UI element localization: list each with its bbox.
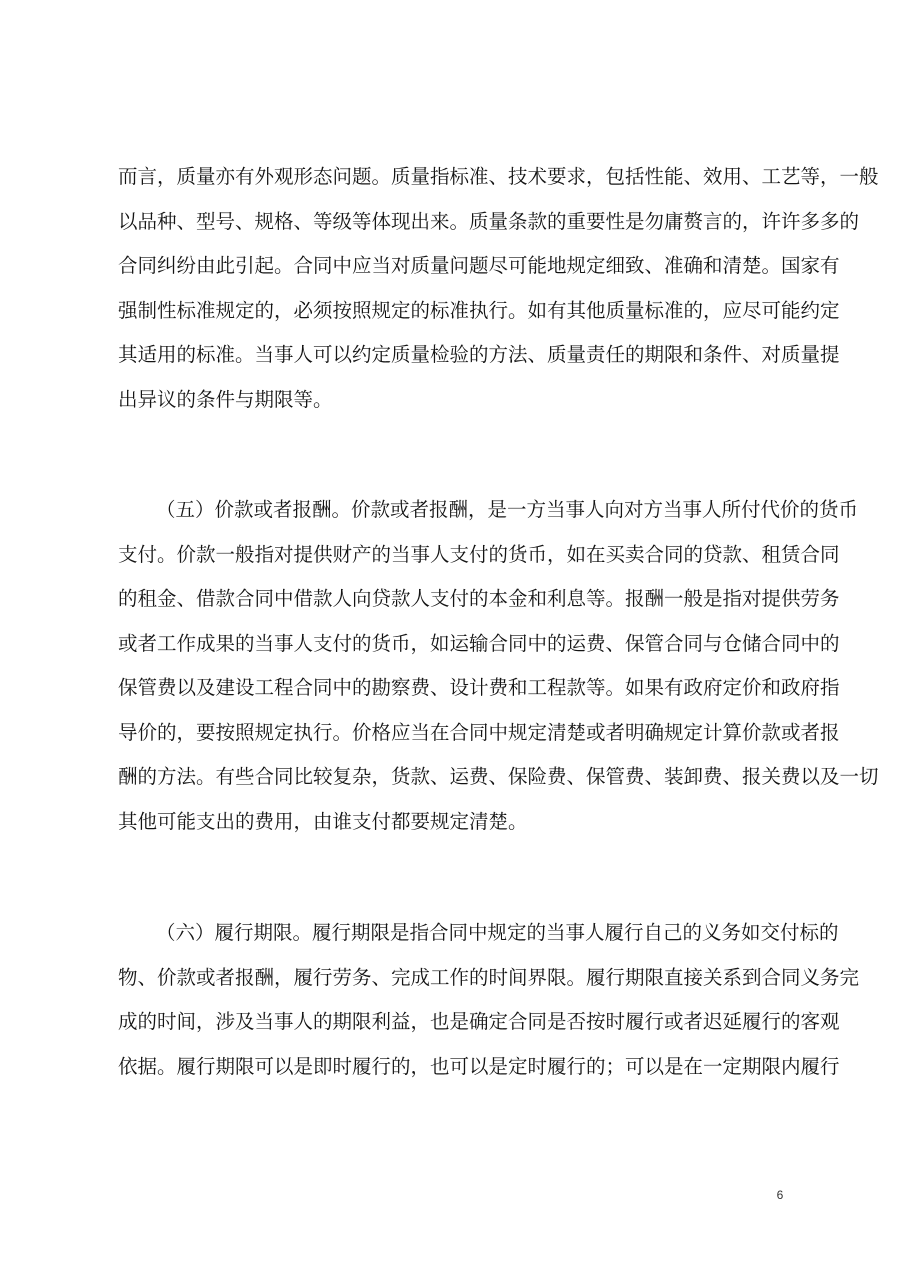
text-line: （五）价款或者报酬。价款或者报酬，是一方当事人向对方当事人所付代价的货币 xyxy=(156,498,859,521)
paragraph-price-remuneration xyxy=(118,488,879,844)
text-line: 支付。价款一般指对提供财产的当事人支付的货币，如在买卖合同的贷款、租赁合同 xyxy=(118,542,840,566)
text-line: 导价的，要按照规定执行。价格应当在合同中规定清楚或者明确规定计算价款或者报 xyxy=(118,720,840,744)
paragraph-performance-period xyxy=(118,911,860,1089)
page-number: 6 xyxy=(776,1188,784,1202)
text-line: 出异议的条件与期限等。 xyxy=(118,387,333,411)
text-line: 的租金、借款合同中借款人向贷款人支付的本金和利息等。报酬一般是指对提供劳务 xyxy=(118,587,840,610)
text-line: （六）履行期限。履行期限是指合同中规定的当事人履行自己的义务如交付标的 xyxy=(156,921,839,944)
text-line: 依据。履行期限可以是即时履行的，也可以是定时履行的；可以是在一定期限内履行 xyxy=(118,1054,840,1078)
text-line: 合同纠纷由此引起。合同中应当对质量问题尽可能地规定细致、准确和清楚。国家有 xyxy=(118,254,840,277)
text-line: 物、价款或者报酬，履行劳务、完成工作的时间界限。履行期限直接关系到合同义务完 xyxy=(118,965,860,989)
text-line: 以品种、型号、规格、等级等体现出来。质量条款的重要性是勿庸赘言的，许许多多的 xyxy=(118,209,860,233)
text-line: 酬的方法。有些合同比较复杂，货款、运费、保险费、保管费、装卸费、报关费以及一切 xyxy=(118,765,879,788)
text-line: 或者工作成果的当事人支付的货币，如运输合同中的运费、保管合同与仓储合同中的 xyxy=(118,631,840,655)
text-line: 保管费以及建设工程合同中的勘察费、设计费和工程款等。如果有政府定价和政府指 xyxy=(118,676,840,699)
text-line: 强制性标准规定的，必须按照规定的标准执行。如有其他质量标准的，应尽可能约定 xyxy=(118,298,840,322)
text-line: 其适用的标准。当事人可以约定质量检验的方法、质量责任的期限和条件、对质量提 xyxy=(118,343,840,366)
text-line: 而言，质量亦有外观形态问题。质量指标准、技术要求，包括性能、效用、工艺等，一般 xyxy=(118,165,879,188)
text-line: 成的时间，涉及当事人的期限利益，也是确定合同是否按时履行或者迟延履行的客观 xyxy=(118,1010,840,1033)
text-line: 其他可能支出的费用，由谁支付都要规定清楚。 xyxy=(118,809,528,833)
paragraph-quality xyxy=(118,155,879,422)
